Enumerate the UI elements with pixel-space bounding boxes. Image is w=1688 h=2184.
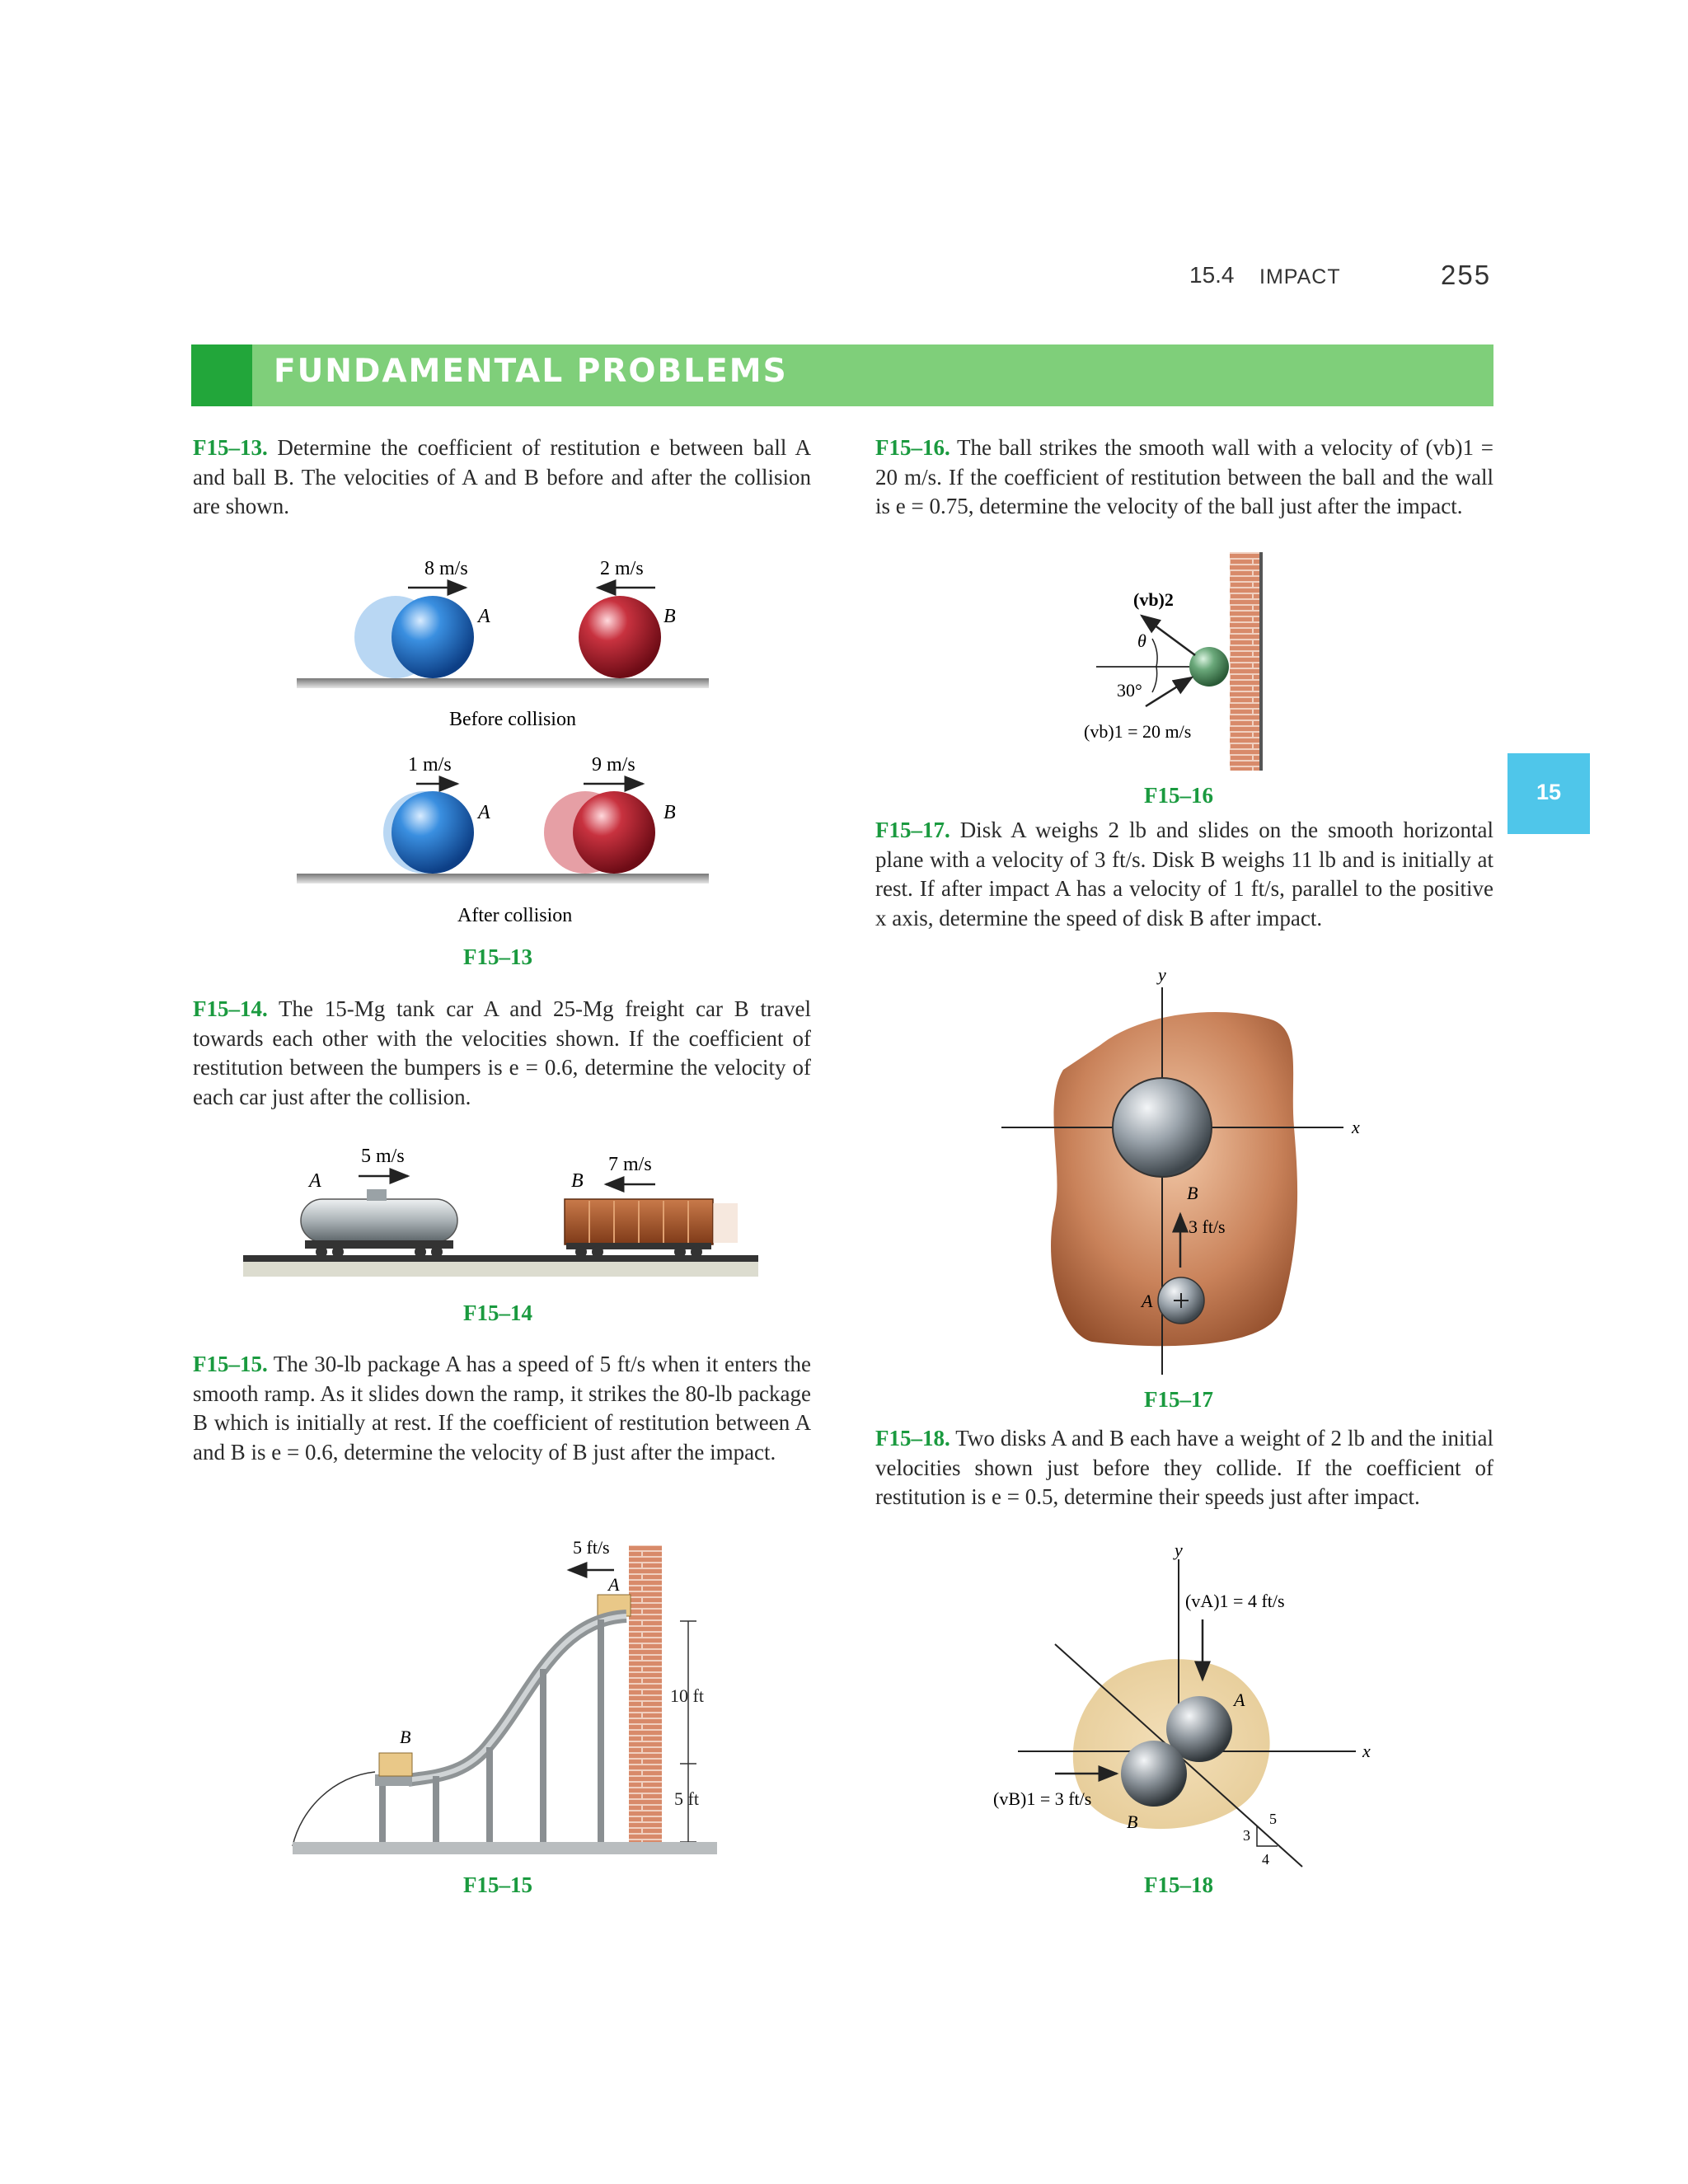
brick-wall — [1230, 552, 1261, 771]
slope-label: 5 — [1269, 1811, 1277, 1827]
figure-f15-17 — [993, 963, 1381, 1379]
disk-b — [1113, 1078, 1212, 1177]
ball-a — [392, 791, 474, 874]
label-a: A — [478, 606, 490, 627]
figure-f15-18 — [985, 1541, 1389, 1875]
velocity-label-b: (vB)1 = 3 ft/s — [993, 1788, 1092, 1809]
chapter-tab-label: 15 — [1536, 780, 1562, 804]
dimension-label: 5 ft — [674, 1788, 699, 1809]
figure-f15-14 — [235, 1141, 762, 1286]
label-b: B — [663, 802, 676, 823]
axis-x-label: x — [1362, 1741, 1371, 1761]
label-b: B — [1127, 1811, 1138, 1832]
caption-before: Before collision — [449, 709, 576, 730]
label-a: A — [309, 1170, 321, 1192]
problem-text: Disk A weighs 2 lb and slides on the smooth horizontal plane with a velocity of 3 ft/s. Disk B weighs 11 lb and is initially at rest. If after impact A has a velocity of 1 ft/s, parallel to the positive x axis, determine the speed of disk B after impact. — [875, 818, 1493, 930]
figure-f15-15 — [284, 1529, 729, 1863]
ball-b — [573, 791, 655, 874]
problem-text: The 15-Mg tank car A and 25-Mg freight car B travel towards each other with the velocities shown. If the coefficient of restitution between the bumpers is e = 0.6, determine the velocity of each car just after the collision. — [193, 996, 811, 1109]
slope-label: 3 — [1243, 1827, 1250, 1844]
slope-label: 4 — [1262, 1851, 1269, 1868]
axis-x-label: x — [1352, 1117, 1360, 1137]
problem-f15-17 — [875, 816, 1493, 933]
label-a: A — [1234, 1690, 1245, 1710]
ground — [293, 1842, 717, 1854]
track-bed — [243, 1262, 758, 1277]
problem-number: F15–18. — [875, 1426, 950, 1451]
velocity-label: 8 m/s — [424, 558, 468, 579]
rail — [243, 1255, 758, 1262]
trajectory — [293, 1772, 375, 1846]
banner-accent — [191, 344, 252, 406]
velocity-label: 5 m/s — [361, 1146, 405, 1167]
floor — [297, 874, 709, 883]
ball-a — [392, 596, 474, 678]
ball-b — [579, 596, 661, 678]
angle-label: 30° — [1117, 680, 1142, 701]
velocity-label: 1 m/s — [408, 754, 452, 776]
angle-theta: θ — [1137, 630, 1146, 651]
label-a: A — [1142, 1291, 1153, 1311]
brick-wall — [629, 1545, 662, 1842]
ball — [1189, 647, 1229, 687]
label-b: B — [571, 1170, 584, 1192]
label-a: A — [478, 802, 490, 823]
problem-number: F15–15. — [193, 1352, 268, 1376]
axis-y-label: y — [1158, 964, 1166, 985]
problem-f15-16 — [875, 434, 1493, 522]
velocity-label: 2 m/s — [600, 558, 644, 579]
problem-number: F15–17. — [875, 818, 950, 842]
problem-text: Determine the coefficient of restitution e between ball A and ball B. The velocities of A and B before and after the collision are shown. — [193, 435, 812, 518]
freight-car — [565, 1199, 738, 1258]
problem-f15-18 — [875, 1424, 1493, 1512]
figure-caption: F15–17 — [1144, 1387, 1213, 1412]
problem-number: F15–13. — [193, 435, 268, 460]
caption-after: After collision — [457, 905, 573, 926]
velocity-label: 9 m/s — [592, 754, 635, 776]
figure-caption: F15–16 — [1144, 783, 1213, 808]
floor — [297, 678, 709, 688]
chapter-tab[interactable] — [1507, 753, 1590, 834]
problem-f15-14 — [193, 995, 811, 1112]
page-number: 255 — [1441, 260, 1492, 290]
label-b: B — [400, 1727, 411, 1747]
figure-caption: F15–14 — [463, 1301, 532, 1325]
dimension-label: 10 ft — [670, 1685, 704, 1706]
figure-caption: F15–18 — [1144, 1872, 1213, 1897]
package-b — [379, 1753, 412, 1776]
problem-number: F15–14. — [193, 996, 268, 1021]
ramp — [408, 1616, 626, 1780]
velocity-label: 3 ft/s — [1189, 1216, 1226, 1237]
figure-f15-16 — [1080, 548, 1294, 775]
figure-f15-13 — [280, 548, 725, 935]
figure-caption: F15–13 — [463, 944, 532, 969]
velocity-arrow-after — [1142, 616, 1195, 655]
problem-text: The ball strikes the smooth wall with a velocity of (vb)1 = 20 m/s. If the coefficient of restitution between the ball and the wall is e = 0.75, determine the velocity of the ball just after the impact. — [875, 435, 1493, 518]
banner-title: FUNDAMENTAL PROBLEMS — [274, 353, 788, 390]
label-b: B — [663, 606, 676, 627]
axis-y-label: y — [1175, 1541, 1183, 1560]
problem-text: Two disks A and B each have a weight of 2 lb and the initial velocities shown just before they collide. If the coefficient of restitution is e = 0.5, determine their speeds just after impact. — [875, 1426, 1493, 1509]
disk-b — [1121, 1741, 1187, 1807]
section-title: IMPACT — [1259, 265, 1341, 288]
label-a: A — [608, 1574, 620, 1595]
section-number: 15.4 — [1189, 262, 1235, 288]
label-b: B — [1187, 1183, 1198, 1203]
velocity-label: 7 m/s — [608, 1154, 652, 1175]
problem-text: The 30-lb package A has a speed of 5 ft/s when it enters the smooth ramp. As it slides down the ramp, it strikes the 80-lb package B which is initially at rest. If the coefficient of restitution between A and B is e = 0.6, determine the velocity of B just after the impact. — [193, 1352, 811, 1465]
problem-f15-13 — [193, 434, 811, 522]
velocity-label-a: (vA)1 = 4 ft/s — [1185, 1591, 1285, 1611]
problem-f15-15 — [193, 1350, 811, 1467]
problem-number: F15–16. — [875, 435, 950, 460]
tank-car — [301, 1189, 457, 1258]
velocity-label-before: (vb)1 = 20 m/s — [1084, 721, 1192, 742]
velocity-label-after: (vb)2 — [1133, 589, 1174, 610]
figure-caption: F15–15 — [463, 1872, 532, 1897]
velocity-label: 5 ft/s — [573, 1537, 610, 1558]
